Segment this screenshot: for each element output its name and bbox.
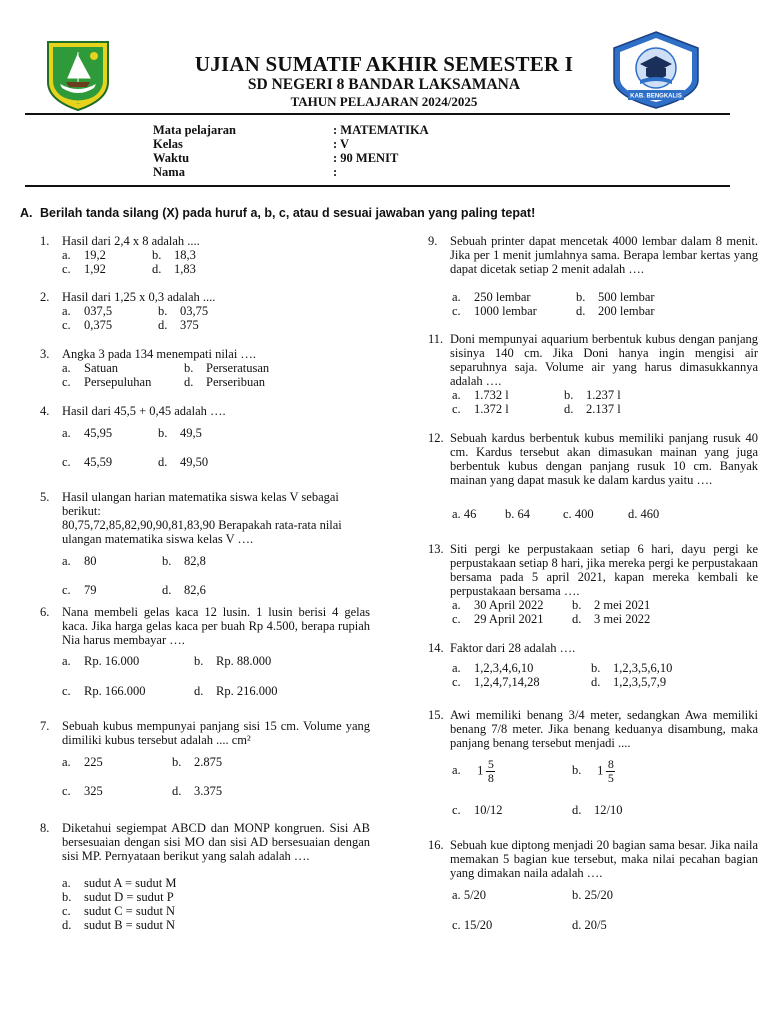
answer-option-c[interactable] (452, 675, 540, 690)
answer-option-b[interactable] (572, 758, 615, 785)
answer-option-d[interactable] (62, 918, 175, 933)
option-text: Rp. 216.000 (216, 684, 278, 698)
option-letter: a. (452, 661, 461, 675)
info-value: : (333, 165, 338, 179)
option-text: 500 lembar (598, 290, 655, 304)
option-letter: c. (452, 304, 461, 318)
answer-option-a[interactable] (62, 361, 118, 376)
option-text: 1,2,3,5,7,9 (613, 675, 667, 689)
exam-title: UJIAN SUMATIF AKHIR SEMESTER I (194, 52, 574, 76)
option-letter: b. (158, 304, 168, 318)
option-letter: b. (576, 290, 586, 304)
option-text: 375 (180, 318, 199, 332)
option-text: 03,75 (180, 304, 209, 318)
answer-option-c[interactable] (62, 784, 103, 799)
answer-option-a[interactable] (452, 598, 543, 613)
question-16 (428, 838, 758, 880)
option-text: 250 lembar (474, 290, 531, 304)
option-letter: b. (572, 888, 585, 902)
option-letter: a. (62, 654, 71, 668)
option-text: 79 (84, 583, 97, 597)
fraction-whole: 1 (594, 763, 604, 778)
question-text: Hasil dari 2,4 x 8 adalah .... (62, 234, 200, 248)
answer-option-c[interactable] (62, 684, 145, 699)
question-15 (428, 708, 758, 750)
option-text: 1,2,3,5,6,10 (613, 661, 673, 675)
option-letter: a. (452, 388, 461, 402)
option-text: Rp. 88.000 (216, 654, 272, 668)
option-text: 49,50 (180, 455, 209, 469)
answer-option-a[interactable] (452, 888, 486, 903)
option-letter: c. (62, 904, 71, 918)
fraction-whole: 1 (474, 763, 484, 778)
question-3 (40, 347, 370, 361)
option-letter: d. (194, 684, 204, 698)
option-letter: b. (184, 361, 194, 375)
option-letter: d. (572, 918, 585, 932)
option-letter: c. (452, 675, 461, 689)
option-text: 3.375 (194, 784, 223, 798)
option-letter: a. (62, 755, 71, 769)
question-4 (40, 404, 370, 418)
answer-option-d[interactable] (576, 304, 655, 319)
option-letter: a. (62, 361, 71, 375)
header-divider (25, 113, 730, 115)
option-letter: b. (591, 661, 601, 675)
fraction-denominator: 8 (487, 771, 494, 785)
option-letter: a. (62, 248, 71, 262)
answer-option-b[interactable] (162, 554, 206, 569)
option-letter: c. (62, 262, 71, 276)
option-letter: a. (452, 507, 464, 521)
answer-option-a[interactable] (62, 554, 97, 569)
info-value: : 90 MENIT (333, 151, 399, 165)
option-text: 82,8 (184, 554, 206, 568)
option-letter: d. (152, 262, 162, 276)
option-letter: a. (452, 290, 461, 304)
option-letter: c. (62, 318, 71, 332)
question-text: Doni mempunyai aquarium berbentuk kubus dengan panjang sisinya 140 cm. Jika Doni hanya ingin mengisi air separuhnya saja. Volume air yang harus dimasukkannya adalah …. (450, 332, 758, 388)
option-text: sudut D = sudut P (84, 890, 174, 904)
answer-option-c[interactable] (452, 612, 543, 627)
school-name: SD NEGERI 8 BANDAR LAKSAMANA (247, 76, 521, 93)
option-text: 1.732 l (474, 388, 509, 402)
answer-option-b[interactable] (564, 388, 621, 403)
question-12 (428, 431, 758, 487)
option-text: 10/12 (474, 803, 503, 817)
fraction (486, 758, 495, 785)
info-row-name (153, 165, 429, 179)
option-letter: a. (452, 763, 461, 778)
option-text: 5/20 (463, 888, 487, 902)
option-letter: d. (184, 375, 194, 389)
info-key: Kelas (153, 137, 183, 151)
option-text: 49,5 (180, 426, 202, 440)
answer-option-b[interactable] (194, 654, 271, 669)
question-number: 2. (40, 290, 50, 304)
option-letter: b. (194, 654, 204, 668)
answer-option-a[interactable] (62, 876, 177, 891)
option-text: 2.875 (194, 755, 223, 769)
answer-option-b[interactable] (158, 426, 202, 441)
option-text: Persepuluhan (84, 375, 152, 389)
option-letter: b. (172, 755, 182, 769)
option-text: 1000 lembar (474, 304, 537, 318)
option-text: 12/10 (594, 803, 623, 817)
option-text: 25/20 (584, 888, 613, 902)
option-letter: c. (62, 784, 71, 798)
option-text: sudut A = sudut M (84, 876, 177, 890)
option-text: Rp. 16.000 (84, 654, 140, 668)
option-text: 3 mei 2022 (594, 612, 651, 626)
question-number: 16. (428, 838, 444, 852)
option-text: Perseribuan (206, 375, 266, 389)
section-letter: A. (20, 206, 33, 220)
option-letter: c. (62, 455, 71, 469)
answer-option-a[interactable] (62, 304, 112, 319)
answer-option-b[interactable] (184, 361, 269, 376)
answer-option-c[interactable] (452, 918, 492, 933)
section-text: Berilah tanda silang (X) pada huruf a, b, c, atau d sesuai jawaban yang paling tepat! (40, 206, 536, 220)
answer-option-d[interactable] (158, 318, 199, 333)
answer-option-d[interactable] (628, 507, 659, 522)
answer-option-d[interactable] (184, 375, 265, 390)
option-letter: d. (158, 455, 168, 469)
answer-option-d[interactable] (564, 402, 621, 417)
school-logo-banner: KAB. BENGKALIS (630, 93, 682, 100)
question-number: 14. (428, 641, 444, 655)
option-text: 2 mei 2021 (594, 598, 651, 612)
option-text: 29 April 2021 (474, 612, 544, 626)
info-divider (25, 185, 730, 187)
option-letter: d. (172, 784, 182, 798)
option-letter: b. (158, 426, 168, 440)
option-letter: a. (452, 888, 464, 902)
answer-option-b[interactable] (158, 304, 208, 319)
answer-option-c[interactable] (62, 904, 175, 919)
option-letter: c. (62, 684, 71, 698)
option-letter: a. (62, 554, 71, 568)
fraction (606, 758, 615, 785)
option-text: 460 (640, 507, 660, 521)
question-text: Siti pergi ke perpustakaan setiap 6 hari, dayu pergi ke perpustakaan setiap 8 hari, jika mereka pergi ke perpustakaan bersama pada 5 april 2021, kapan mereka kembali ke perpustakaan bersama …. (450, 542, 758, 598)
answer-option-a[interactable] (62, 755, 103, 770)
question-1 (40, 234, 370, 248)
option-text: 82,6 (184, 583, 206, 597)
question-text: Hasil dari 1,25 x 0,3 adalah .... (62, 290, 216, 304)
answer-option-d[interactable] (162, 583, 206, 598)
option-letter: b. (162, 554, 172, 568)
option-letter: d. (591, 675, 601, 689)
section-instruction (20, 206, 535, 220)
question-text: Sebuah printer dapat mencetak 4000 lembar dalam 8 menit. Jika per 1 menit jumlahnya sama. Berapa lembar kertas yang dapat dicetak setiap 2 menit adalah …. (450, 234, 758, 276)
option-letter: c. (62, 583, 71, 597)
question-7 (40, 719, 370, 747)
question-text: Sebuah kue diptong menjadi 20 bagian sama besar. Jika naila memakan 5 bagian kue tersebut, maka nilai pecahan bagian yang dimakan naila adalah …. (450, 838, 758, 880)
answer-option-d[interactable] (194, 684, 277, 699)
answer-option-c[interactable] (452, 304, 537, 319)
answer-option-a[interactable] (452, 290, 531, 305)
question-text: Diketahui segiempat ABCD dan MONP kongruen. Sisi AB bersesuaian dengan sisi MO dan sisi AD bersesuaian dengan sisi MP. Pernyataan berikut yang salah adalah …. (62, 821, 370, 863)
option-text: 45,59 (84, 455, 113, 469)
option-text: Perseratusan (206, 361, 270, 375)
answer-option-b[interactable] (62, 890, 174, 905)
question-text: Awi memiliki benang 3/4 meter, sedangkan Awa memiliki benang 7/8 meter. Jika benang keduanya disambung, maka panjang benang tersebut menjadi .... (450, 708, 758, 750)
option-letter: d. (564, 402, 574, 416)
option-letter: c. (452, 803, 461, 817)
answer-option-d[interactable] (572, 918, 607, 933)
question-number: 8. (40, 821, 50, 835)
fraction-denominator: 5 (607, 771, 614, 785)
answer-option-a[interactable] (62, 426, 112, 441)
answer-option-a[interactable] (452, 507, 476, 522)
answer-option-c[interactable] (62, 583, 97, 598)
question-text: Sebuah kubus mempunyai panjang sisi 15 cm. Volume yang dimiliki kubus tersebut adalah .... cm² (62, 719, 370, 747)
question-text: Faktor dari 28 adalah …. (450, 641, 576, 655)
answer-option-d[interactable] (591, 675, 666, 690)
question-2 (40, 290, 370, 304)
option-letter: c. (452, 612, 461, 626)
question-11 (428, 332, 758, 388)
answer-option-b[interactable] (172, 755, 222, 770)
question-number: 11. (428, 332, 444, 346)
option-text: 20/5 (584, 918, 607, 932)
option-letter: d. (158, 318, 168, 332)
question-number: 1. (40, 234, 50, 248)
option-text: Rp. 166.000 (84, 684, 146, 698)
info-row-subject (153, 123, 429, 137)
option-letter: c. (62, 375, 71, 389)
question-number: 7. (40, 719, 50, 733)
option-letter: d. (576, 304, 586, 318)
option-text: 2.137 l (586, 402, 621, 416)
answer-option-b[interactable] (505, 507, 530, 522)
answer-option-a[interactable] (452, 758, 495, 785)
question-6 (40, 605, 370, 647)
question-text: Hasil ulangan harian matematika siswa kelas V sebagai berikut: (62, 490, 339, 518)
answer-option-c[interactable] (62, 375, 151, 390)
answer-option-d[interactable] (572, 803, 622, 818)
answer-option-c[interactable] (62, 318, 112, 333)
option-letter: b. (564, 388, 574, 402)
question-9 (428, 234, 758, 276)
option-letter: a. (62, 304, 71, 318)
option-letter: c. (563, 507, 575, 521)
option-text: 1,83 (174, 262, 196, 276)
question-number: 12. (428, 431, 444, 445)
info-value: : V (333, 137, 350, 151)
option-text: 1,2,3,4,6,10 (474, 661, 534, 675)
info-value: : MATEMATIKA (333, 123, 429, 137)
option-text: 1,92 (84, 262, 106, 276)
option-text: 18,3 (174, 248, 196, 262)
answer-option-a[interactable] (62, 654, 139, 669)
answer-option-a[interactable] (452, 388, 509, 403)
info-row-time (153, 151, 429, 165)
answer-option-c[interactable] (452, 803, 502, 818)
question-number: 9. (428, 234, 438, 248)
option-text: 64 (517, 507, 530, 521)
answer-option-d[interactable] (152, 262, 196, 277)
option-text: 325 (84, 784, 103, 798)
option-text: 200 lembar (598, 304, 655, 318)
option-letter: a. (62, 876, 71, 890)
answer-option-c[interactable] (563, 507, 594, 522)
option-text: 225 (84, 755, 103, 769)
question-5 (40, 490, 370, 546)
option-letter: b. (505, 507, 518, 521)
question-number: 4. (40, 404, 50, 418)
option-letter: b. (572, 598, 582, 612)
option-letter: b. (62, 890, 72, 904)
option-letter: d. (162, 583, 172, 597)
academic-year: TAHUN PELAJARAN 2024/2025 (290, 94, 478, 109)
answer-option-d[interactable] (572, 612, 650, 627)
answer-option-a[interactable] (452, 661, 533, 676)
answer-option-b[interactable] (591, 661, 672, 676)
option-text: 80 (84, 554, 97, 568)
answer-option-b[interactable] (572, 888, 613, 903)
question-number: 13. (428, 542, 444, 556)
info-key: Nama (153, 165, 185, 179)
fraction-numerator: 5 (487, 757, 494, 771)
option-text: sudut B = sudut N (84, 918, 176, 932)
option-letter: d. (628, 507, 641, 521)
info-key: Mata pelajaran (153, 123, 236, 137)
option-letter: a. (452, 598, 461, 612)
question-14 (428, 641, 758, 655)
option-letter: c. (452, 918, 464, 932)
answer-option-b[interactable] (576, 290, 655, 305)
answer-option-b[interactable] (152, 248, 196, 263)
option-text: 30 April 2022 (474, 598, 544, 612)
option-text: 19,2 (84, 248, 106, 262)
option-letter: d. (572, 612, 582, 626)
option-text: 46 (463, 507, 477, 521)
question-8 (40, 821, 370, 863)
option-text: 037,5 (84, 304, 113, 318)
answer-option-d[interactable] (158, 455, 208, 470)
option-text: 400 (574, 507, 594, 521)
info-row-class (153, 137, 429, 151)
fraction-numerator: 8 (607, 757, 614, 771)
question-number: 6. (40, 605, 50, 619)
option-text: 15/20 (463, 918, 493, 932)
option-text: 0,375 (84, 318, 113, 332)
option-text: Satuan (84, 361, 119, 375)
option-text: sudut C = sudut N (84, 904, 176, 918)
question-text: Nana membeli gelas kaca 12 lusin. 1 lusin berisi 4 gelas kaca. Jika harga gelas kaca per buah Rp 4.500, berapa rupiah Nia harus membayar …. (62, 605, 370, 647)
exam-info-block (153, 123, 429, 179)
question-number: 3. (40, 347, 50, 361)
question-text: Hasil dari 45,5 + 0,45 adalah …. (62, 404, 226, 418)
option-letter: b. (572, 763, 582, 778)
question-number: 15. (428, 708, 444, 722)
option-letter: c. (452, 402, 461, 416)
answer-option-c[interactable] (62, 262, 106, 277)
question-text: Angka 3 pada 134 menempati nilai …. (62, 347, 257, 361)
answer-option-c[interactable] (62, 455, 112, 470)
option-text: 45,95 (84, 426, 113, 440)
option-letter: a. (62, 426, 71, 440)
option-letter: b. (152, 248, 162, 262)
answer-option-c[interactable] (452, 402, 509, 417)
question-number: 5. (40, 490, 50, 504)
option-text: 1.372 l (474, 402, 509, 416)
answer-option-d[interactable] (172, 784, 222, 799)
option-text: 1.237 l (586, 388, 621, 402)
answer-option-b[interactable] (572, 598, 650, 613)
option-letter: d. (62, 918, 72, 932)
option-letter: d. (572, 803, 582, 817)
info-key: Waktu (153, 151, 190, 165)
answer-option-a[interactable] (62, 248, 106, 263)
question-text-continued: 80,75,72,85,82,90,90,81,83,90 Berapakah rata-rata nilai ulangan matematika siswa kelas V …. (62, 518, 342, 546)
option-text: 1,2,4,7,14,28 (474, 675, 540, 689)
question-text: Sebuah kardus berbentuk kubus memiliki panjang rusuk 40 cm. Kardus tersebut akan dimasukan mainan yang juga berbentuk kubus dengan panjang rusuk 10 cm. Banyak mainan yang dapat masuk ke dalam kardus yaitu …. (450, 431, 758, 487)
question-13 (428, 542, 758, 598)
